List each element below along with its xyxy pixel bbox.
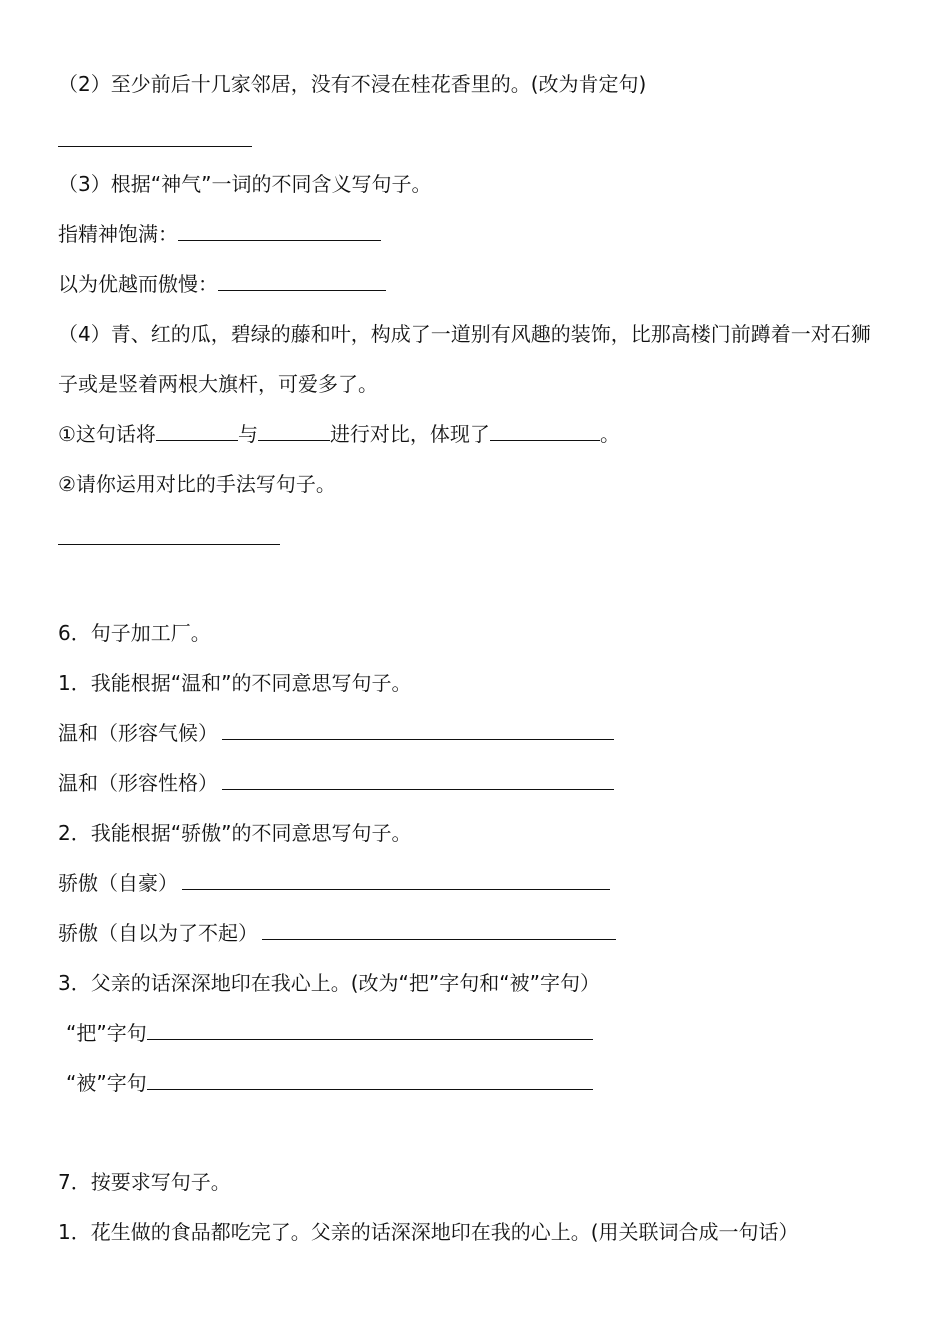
q6-sub1-b-blank[interactable] xyxy=(222,769,614,790)
q5-item-3-b-label: 以为优越而傲慢： xyxy=(58,272,218,296)
q6-sub3-b-row xyxy=(66,1069,593,1097)
q6-sub2-b-label: 骄傲（自以为了不起） xyxy=(58,921,258,945)
q5-item-4-sub1-blank-2[interactable] xyxy=(258,420,330,441)
q6-sub3: 3．父亲的话深深地印在我心上。(改为“把”字句和“被”字句） xyxy=(58,971,600,995)
q6-sub2-a-blank[interactable] xyxy=(182,869,610,890)
q5-item-4-sub1-text-d: 。 xyxy=(599,422,620,446)
q6-sub2-a-row xyxy=(58,869,610,897)
q5-item-4-line2: 子或是竖着两根大旗杆，可爱多了。 xyxy=(58,372,378,396)
q5-item-2: （2）至少前后十几家邻居，没有不浸在桂花香里的。(改为肯定句) xyxy=(58,72,647,96)
q5-item-3-b-row xyxy=(58,270,386,298)
q5-item-4-sub1-text-b: 与 xyxy=(237,422,258,446)
q5-item-2-answer-blank[interactable] xyxy=(58,145,252,147)
q5-item-4-line1: （4）青、红的瓜，碧绿的藤和叶，构成了一道别有风趣的装饰，比那高楼门前蹲着一对石狮 xyxy=(58,322,871,346)
q5-item-4-sub1-blank-1[interactable] xyxy=(156,420,238,441)
q6-title: 6．句子加工厂。 xyxy=(58,621,211,645)
q6-sub3-b-blank[interactable] xyxy=(147,1069,593,1090)
q6-sub2-b-row xyxy=(58,919,616,947)
q5-item-3-a-row xyxy=(58,220,381,248)
q6-sub1-b-row xyxy=(58,769,614,797)
q5-item-4-sub1-text-c: 进行对比，体现了 xyxy=(329,422,490,446)
q6-sub2-a-label: 骄傲（自豪） xyxy=(58,871,178,895)
q6-sub1-b-label: 温和（形容性格） xyxy=(58,771,218,795)
q6-sub2-b-blank[interactable] xyxy=(262,919,616,940)
q7-title: 7．按要求写句子。 xyxy=(58,1170,231,1194)
q5-item-4-sub2: ②请你运用对比的手法写句子。 xyxy=(58,472,336,496)
q6-sub2: 2．我能根据“骄傲”的不同意思写句子。 xyxy=(58,821,412,845)
q5-item-4-sub1-text-a: ①这句话将 xyxy=(58,422,156,446)
q5-item-3: （3）根据“神气”一词的不同含义写句子。 xyxy=(58,172,432,196)
q6-sub3-a-label: “把”字句 xyxy=(66,1021,147,1045)
q6-sub1-a-row xyxy=(58,719,614,747)
q6-sub3-b-label: “被”字句 xyxy=(66,1071,147,1095)
q5-item-4-sub2-answer-blank[interactable] xyxy=(58,543,280,545)
q6-sub1-a-blank[interactable] xyxy=(222,719,614,740)
q5-item-3-b-blank[interactable] xyxy=(218,270,386,291)
q6-sub1: 1．我能根据“温和”的不同意思写句子。 xyxy=(58,671,412,695)
q6-sub3-a-row xyxy=(66,1019,593,1047)
q5-item-3-a-label: 指精神饱满： xyxy=(58,222,178,246)
q5-item-4-sub1-blank-3[interactable] xyxy=(490,420,600,441)
q6-sub1-a-label: 温和（形容气候） xyxy=(58,721,218,745)
q5-item-4-sub1-row xyxy=(58,420,620,448)
q5-item-3-a-blank[interactable] xyxy=(178,220,381,241)
q7-sub1: 1．花生做的食品都吃完了。父亲的话深深地印在我的心上。(用关联词合成一句话） xyxy=(58,1220,799,1244)
q6-sub3-a-blank[interactable] xyxy=(147,1019,593,1040)
